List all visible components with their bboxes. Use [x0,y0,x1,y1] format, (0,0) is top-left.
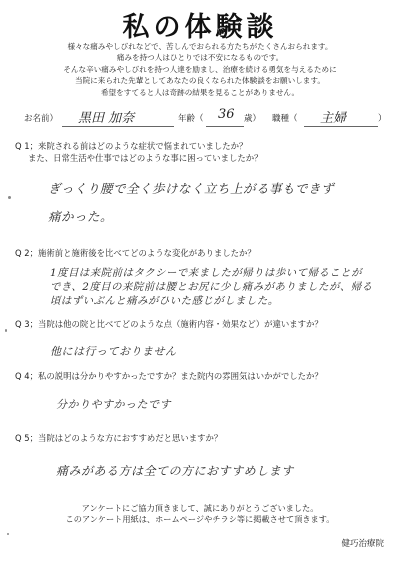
job-underline [304,126,378,127]
name-value: 黒田 加奈 [78,111,135,126]
scan-speck [5,329,7,332]
scan-speck [8,196,11,199]
footer-text [0,503,400,525]
question-line: Q 4；私の説明は分かりやすかったですか？また院内の雰囲気はいかがでしたか？ [15,371,323,381]
clinic-name: 健巧治療院 [341,539,384,549]
name-underline [62,126,174,127]
question-4 [15,370,395,382]
question-3 [15,318,395,330]
intro-line: そんな辛い痛みやしびれを持つ人達を励まし、治療を続ける勇気を与えるために [63,64,337,74]
question-5 [15,432,395,444]
name-label: お名前） [24,114,59,124]
age-underline [206,126,244,127]
answer-2-line: でき、2度目の来院前は腰とお尻に少し痛みがありましたが、帰る [50,281,373,293]
intro-line: 当院に来られた先輩としてあなたの良くなられた体験談をお願いします。 [75,76,325,86]
answer-1-line: 痛かった。 [48,209,114,224]
footer-line: このアンケート用紙は、ホームページやチラシ等に掲載させて頂きます。 [65,514,335,524]
page-title: 私の体験談 [122,12,278,43]
job-value: 主婦 [320,111,347,126]
intro-line: 痛みを持つ人はひとりでは不安になるものです。 [116,53,284,63]
footer-line: アンケートにご協力頂きまして、誠にありがとうございました。 [81,503,319,513]
question-line: Q 1；来院される前はどのような症状で悩まれていましたか？ [15,141,248,151]
age-label: 年齢（ [178,114,204,124]
answer-3-line: 他には行っておりません [50,345,177,358]
question-line: Q 2；施術前と施術後を比べてどのような変化がありましたか？ [15,248,256,258]
intro-line: 様々な痛みやしびれなどで、苦しんでおられる方たちがたくさんおられます。 [67,42,333,51]
respondent-info [0,107,400,133]
answer-2-line: 1度目は来院前はタクシーで来ましたが帰りは歩いて帰ることが [50,267,363,279]
job-label: 職種（ [272,114,298,124]
answer-1-line: ぎっくり腰で全く歩けなく立ち上がる事もできず [48,181,335,196]
question-line: また、日常生活や仕事ではどのような事に困っていましたか？ [28,153,263,163]
scan-speck [7,533,9,535]
age-value: 36 [218,107,235,122]
question-line: Q 5；当院はどのような方におすすめだと思いますか？ [15,433,223,443]
answer-2-line: 頃はずいぶんと痛みがひいた感じがしました。 [50,295,279,307]
question-2 [15,247,395,259]
answer-5-line: 痛みがある方は全ての方におすすめします [56,464,294,478]
job-suffix: ） [378,114,387,124]
question-1 [15,140,395,164]
answer-4-line: 分かりやすかったです [56,398,171,411]
question-line: Q 3；当院は他の院と比べてどのような点（施術内容・効果など）が違いますか？ [15,319,323,329]
intro-line: 希望をすてると人は奇跡の結果を見ることがありません。 [100,87,300,97]
intro-text [10,41,390,98]
age-suffix: 歳） [244,114,262,124]
